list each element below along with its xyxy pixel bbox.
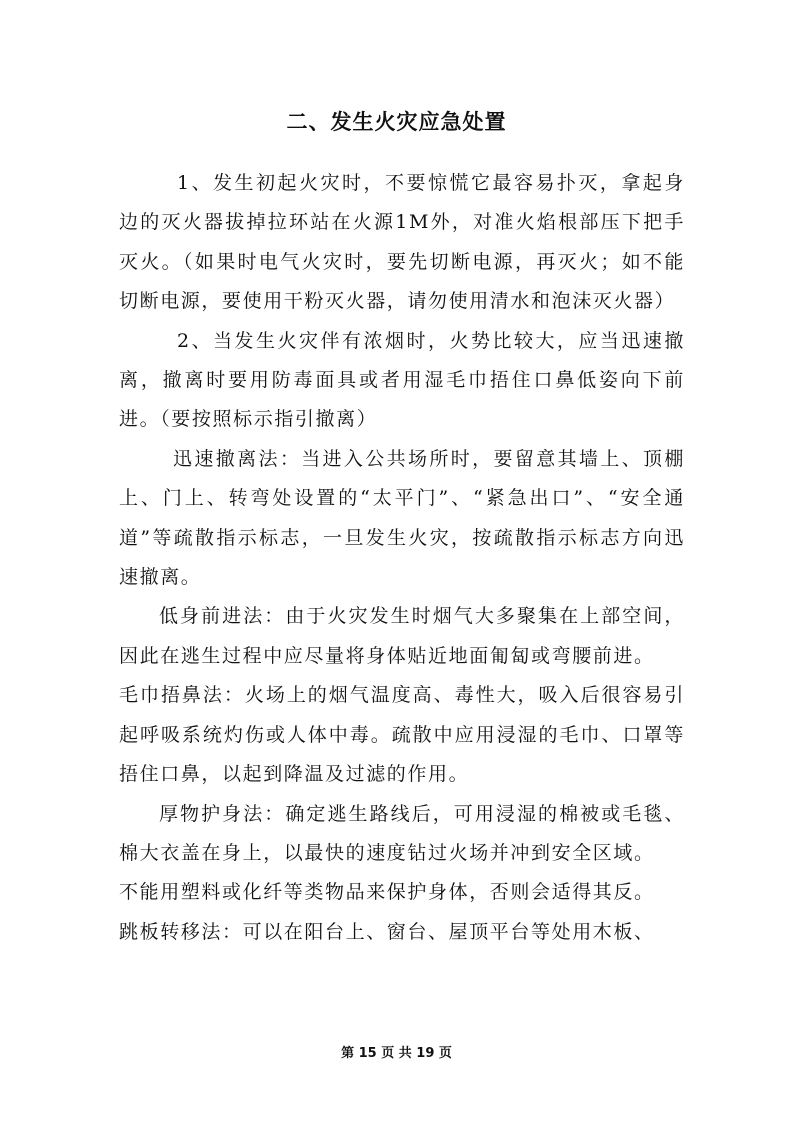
- paragraph-step-1: 1、发生初起火灾时，不要惊慌它最容易扑灭，拿起身边的灭火器拔掉拉环站在火源1M外，对准火焰根部压下把手灭火。（如果时电气火灾时，要先切断电源，再灭火；如不能切断电源，要使用干粉灭火器，请勿使用清水和泡沫灭火器）: [119, 172, 685, 313]
- paragraph-plank-transfer: 跳板转移法：可以在阳台上、窗台、屋顶平台等处用木板、: [119, 920, 655, 943]
- paragraph-no-plastic: 不能用塑料或化纤等类物品来保护身体，否则会适得其反。: [119, 881, 655, 904]
- paragraph-thick-cover: 厚物护身法：确定逃生路线后，可用浸湿的棉被或毛毯、棉大衣盖在身上，以最快的速度钻过火场并冲到安全区域。: [119, 802, 685, 864]
- paragraph-low-posture: 低身前进法：由于火灾发生时烟气大多聚集在上部空间，因此在逃生过程中应尽量将身体贴近地面匍匐或弯腰前进。: [119, 605, 685, 667]
- section-title: 二、发生火灾应急处置: [286, 109, 507, 134]
- paragraph-step-2: 2、当发生火灾伴有浓烟时，火势比较大，应当迅速撤离，撤离时要用防毒面具或者用湿毛巾捂住口鼻低姿向下前进。（要按照标示指引撤离）: [119, 329, 685, 431]
- paragraph-quick-evacuation: 迅速撤离法：当进入公共场所时，要留意其墙上、顶棚上、门上、转弯处设置的“太平门”、“紧急出口”、“安全通道”等疏散指示标志，一旦发生火灾，按疏散指示标志方向迅速撤离。: [119, 447, 685, 589]
- paragraph-towel-cover: 毛巾捂鼻法：火场上的烟气温度高、毒性大，吸入后很容易引起呼吸系统灼伤或人体中毒。疏散中应用浸湿的毛巾、口罩等捂住口鼻，以起到降温及过滤的作用。: [119, 684, 685, 786]
- document-body: [119, 164, 685, 952]
- page-number-footer: 第 15 页 共 19 页: [341, 1046, 452, 1061]
